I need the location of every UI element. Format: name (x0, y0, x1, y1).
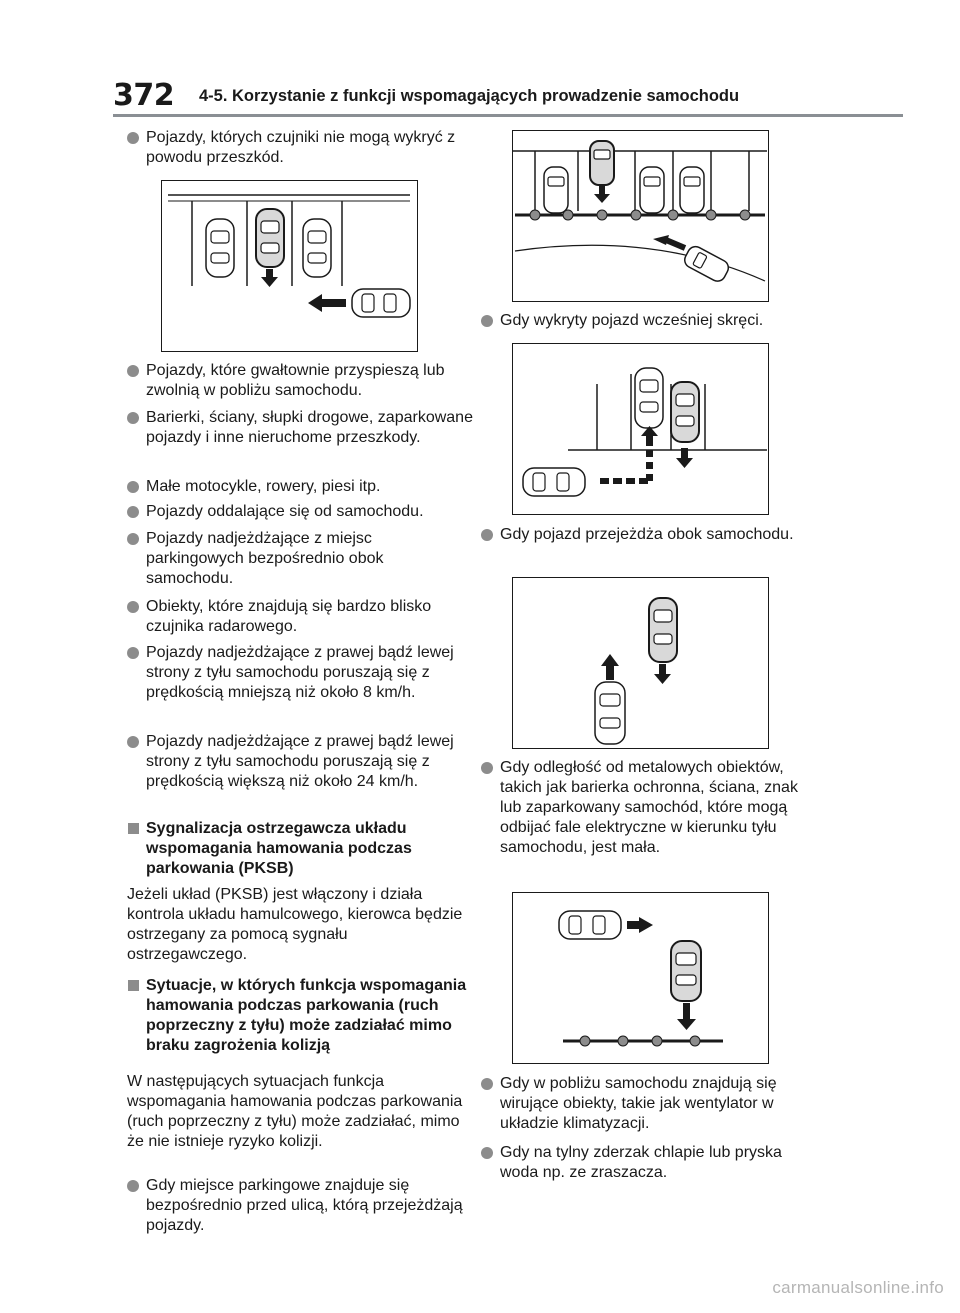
bullet-item (481, 1074, 820, 1134)
dashed-path (600, 450, 653, 484)
bullet-dot-icon (481, 762, 493, 774)
header-rule (113, 114, 903, 117)
bullet-text: Pojazdy, których czujniki nie mogą wykryć z powodu przeszkód. (146, 129, 456, 166)
heading-square-icon (128, 980, 139, 991)
car-icon (352, 289, 410, 317)
bullet-item (127, 597, 456, 637)
heading-square-icon (128, 823, 139, 834)
arrow-down-icon (261, 269, 278, 287)
bullet-item (481, 311, 825, 331)
bullet-text: Pojazdy, które gwałtownie przyspieszą lub zwolnią w pobliżu samochodu. (146, 362, 445, 399)
bullet-text: Pojazdy nadjeżdżające z prawej bądź lewej strony z tyłu samochodu poruszają się z prędkością mniejszą niż około 8 km/h. (146, 644, 454, 701)
figure-turning-vehicle (512, 130, 769, 302)
car-icon (671, 382, 699, 442)
car-icon (544, 167, 568, 213)
bullet-item (127, 529, 466, 589)
heading-text: Sytuacje, w których funkcja wspomagania hamowania podczas parkowania (ruch poprzeczny z tyłu) może zadziałać mimo braku zagrożenia kolizją (146, 977, 467, 1054)
bullet-dot-icon (481, 1147, 493, 1159)
figure-hidden-vehicles (161, 180, 418, 352)
car-icon (303, 219, 331, 277)
bullet-dot-icon (127, 533, 139, 545)
bullet-text: Obiekty, które znajdują się bardzo blisko czujnika radarowego. (146, 598, 432, 635)
bullet-item (127, 1176, 471, 1236)
watermark: carmanualsonline.info (772, 1278, 944, 1297)
arrow-up-icon (641, 426, 658, 446)
figure-adjacent-lane (512, 577, 769, 749)
bullet-dot-icon (127, 365, 139, 377)
car-icon (206, 219, 234, 277)
bullet-text: Gdy w pobliżu samochodu znajdują się wirujące obiekty, takie jak wentylator w układzie klimatyzacji. (500, 1075, 777, 1132)
arrow-diagonal-icon (653, 235, 685, 248)
arrow-up-icon (601, 654, 619, 680)
bullet-dot-icon (127, 601, 139, 613)
bullet-text: Gdy pojazd przejeżdża obok samochodu. (500, 526, 794, 543)
bullet-text: Barierki, ściany, słupki drogowe, zaparkowane pojazdy i inne nieruchome przeszkody. (146, 409, 473, 446)
bullet-text: Gdy wykryty pojazd wcześniej skręci. (500, 312, 764, 329)
car-icon (523, 468, 585, 496)
car-icon (649, 598, 677, 662)
arrow-right-icon (627, 917, 653, 933)
car-icon (256, 209, 284, 267)
bullet-text: Gdy na tylny zderzak chlapie lub pryska woda np. ze zraszacza. (500, 1144, 782, 1181)
car-icon (595, 682, 625, 744)
bullet-dot-icon (127, 1180, 139, 1192)
car-icon (682, 244, 731, 284)
section-heading (127, 819, 476, 879)
bullet-item (127, 408, 476, 448)
bullet-item (127, 361, 476, 401)
section-heading (127, 976, 476, 1056)
bullet-text: Pojazdy oddalające się od samochodu. (146, 503, 424, 520)
bullet-dot-icon (481, 315, 493, 327)
bullet-item (127, 732, 476, 792)
heading-text: Sygnalizacja ostrzegawcza układu wspomagania hamowania podczas parkowania (PKSB) (146, 820, 412, 877)
bullet-text: Gdy odległość od metalowych obiektów, takich jak barierka ochronna, ściana, znak lub zaparkowany samochód, które mogą odbijać fale elektryczne w kierunku tyłu samochodu, jest mała. (500, 759, 798, 856)
arrow-down-icon (594, 185, 610, 203)
figure-passing-vehicle (512, 343, 769, 515)
paragraph: W następujących sytuacjach funkcja wspomagania hamowania podczas parkowania (ruch poprzeczny z tyłu) może zadziałać, mimo że nie istnieje ryzyko kolizji. (127, 1073, 463, 1150)
arrow-down-icon (677, 1003, 696, 1030)
bullet-text: Pojazdy nadjeżdżające z miejsc parkingowych bezpośrednio obok samochodu. (146, 530, 384, 587)
bullet-dot-icon (127, 736, 139, 748)
bullet-dot-icon (481, 529, 493, 541)
bullet-item (127, 502, 486, 522)
bullet-item (127, 128, 466, 168)
figure-metal-objects (512, 892, 769, 1064)
bullet-text: Małe motocykle, rowery, piesi itp. (146, 478, 381, 495)
bullet-text: Gdy miejsce parkingowe znajduje się bezpośrednio przed ulicą, którą przejeżdżają pojazdy. (146, 1177, 463, 1234)
bullet-dot-icon (127, 412, 139, 424)
arrow-down-icon (676, 448, 693, 468)
bullet-item (127, 643, 476, 703)
bullet-item (481, 758, 820, 858)
car-icon (590, 141, 614, 185)
page-number: 372 (113, 78, 175, 113)
car-icon (635, 368, 663, 428)
bullet-item (481, 525, 820, 545)
car-icon (640, 167, 664, 213)
section-title: 4-5. Korzystanie z funkcji wspomagających prowadzenie samochodu (199, 87, 740, 105)
car-icon (671, 941, 701, 1001)
arrow-left-icon (308, 294, 346, 312)
bullet-text: Pojazdy nadjeżdżające z prawej bądź lewej strony z tyłu samochodu poruszają się z prędkością większą niż około 24 km/h. (146, 733, 454, 790)
bullet-dot-icon (127, 506, 139, 518)
arrow-down-icon (654, 664, 671, 684)
bullet-item (127, 477, 476, 497)
bullet-item (481, 1143, 820, 1183)
paragraph: Jeżeli układ (PKSB) jest włączony i działa kontrola układu hamulcowego, kierowca będzie ostrzegany za pomocą sygnału ostrzegawczego. (127, 886, 463, 963)
bullet-dot-icon (127, 132, 139, 144)
bullet-dot-icon (127, 647, 139, 659)
car-icon (559, 911, 621, 939)
bullet-dot-icon (127, 481, 139, 493)
car-icon (680, 167, 704, 213)
bullet-dot-icon (481, 1078, 493, 1090)
